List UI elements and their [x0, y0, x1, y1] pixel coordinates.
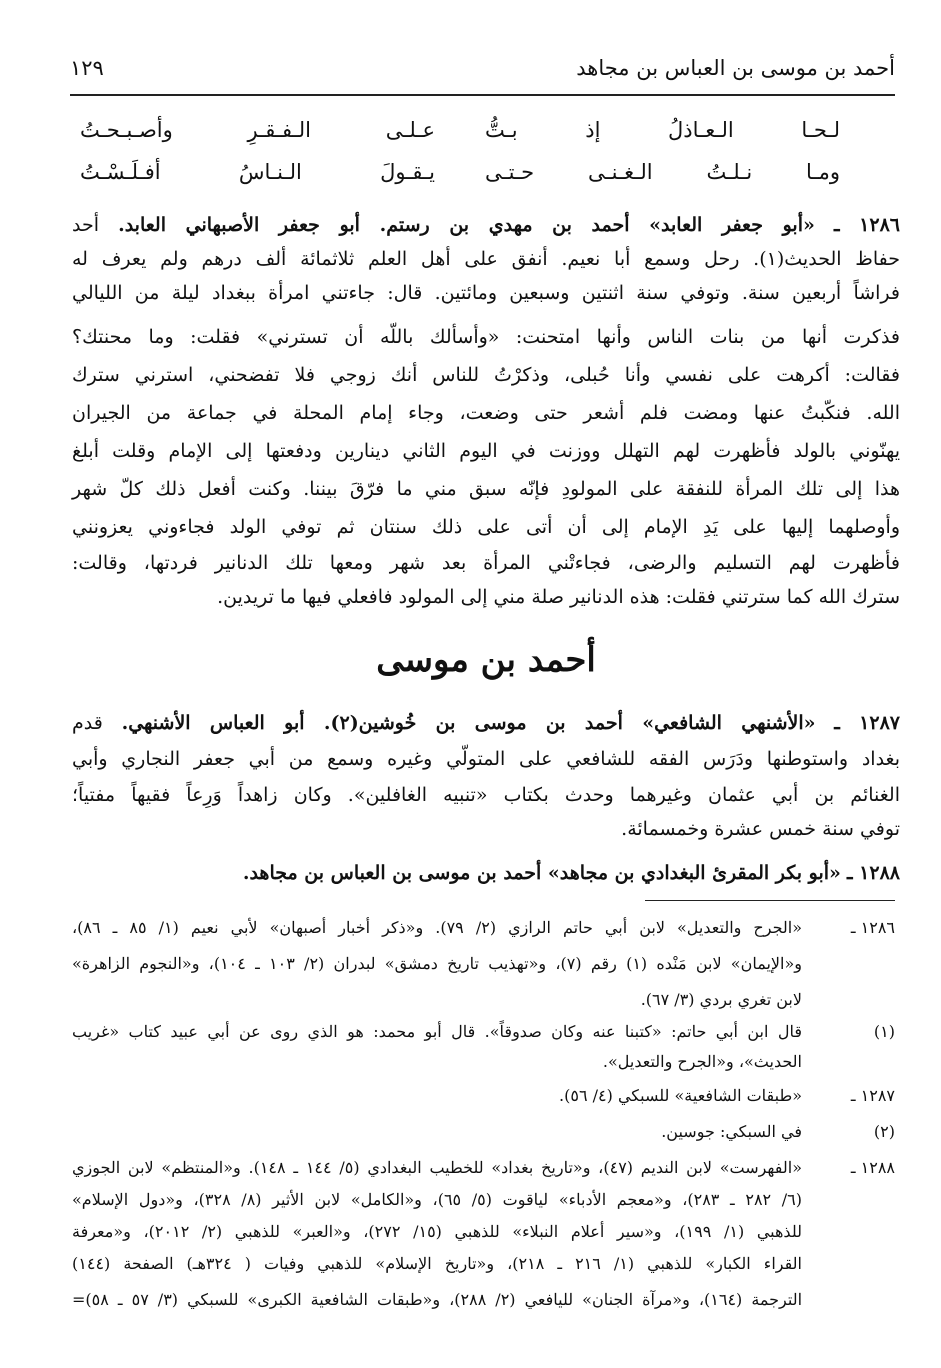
footnote-label: (١) — [873, 1022, 895, 1041]
entry-1286-heading — [72, 208, 900, 242]
entry-name: «أبو بكر المقرئ البغدادي بن مجاهد» أحمد بن موسى بن العباس بن مجاهد. — [242, 862, 841, 884]
text-line: الله. فنكّبتُ عنها ومضت فلم أشعر حتى وضعت، وجاء إمام المحلة في جماعة من الجيران — [72, 402, 900, 424]
footnote-line: القراء الكبار» للذهبي (١/ ٢١٦ ـ ٢١٨)، و«تاريخ الإسلام» للذهبي وفيات ( ٣٢٤هـ) الصفحة (١٤٤) — [72, 1254, 803, 1273]
footnote-line: «طبقات الشافعية» للسبكي (٤/ ٥٦). — [559, 1086, 802, 1105]
page-header — [70, 52, 895, 96]
text-line: سترك الله كما سترتني فقلت: هذه الدنانير صلة مني إلى المولود فافعلي فيها ما تريدين. — [217, 586, 900, 608]
section-heading: أحمد بن موسى — [376, 640, 596, 680]
text-line: حفاظ الحديث(١). رحل وسمع أبا نعيم. أنفق على أهل العلم ثلاثمائة ألف درهم ولم يعرف له — [72, 248, 901, 270]
verse-hemistich: لـحـا الـعـاذلُ إذ بـتُّ — [485, 118, 840, 142]
entry-1288-heading — [72, 856, 900, 890]
footnote-label: ١٢٨٦ ـ — [850, 918, 895, 937]
text-span: قدم — [72, 712, 103, 734]
footnote-label: (٢) — [873, 1122, 895, 1141]
text-line: الغنائم بن أبي عثمان وغيرهما وحدث بكتاب «تنبيه الغافلين». وكان زاهداً وَرِعاً فقيهاً مفتياً؛ — [72, 784, 900, 806]
footnote-line: لابن تغري بردي (٣/ ٦٧). — [640, 990, 802, 1009]
text-line: هذا إلى تلك المرأة للنفقة على المولودِ فإنّه سبق مني ما فرّقَ بيننا. وكنت أفعل ذلك كلّ شهر — [72, 478, 900, 500]
footnote-line: في السبكي: جوسين. — [661, 1122, 802, 1141]
footnote-line: للذهبي (١/ ١٩٩)، و«سير أعلام النبلاء» للذهبي (١٥/ ٢٧٢)، و«العبر» للذهبي (٢/ ٢٠١٢)، و«معرفة — [72, 1222, 802, 1241]
footnote-label: ١٢٨٨ ـ — [850, 1158, 895, 1177]
entry-number: ١٢٨٨ ـ — [846, 862, 900, 884]
text-line: فأظهرت لهم التسليم والرضى، فجاءتْني المرأة بعد شهر ومعها تلك الدنانير فردتها، وقالت: — [72, 552, 900, 574]
text-line: فذكرت أنها من بنات الناس وأنها امتحنت: «وأسألك باللّه أن تسترني» فقلت: وما محنتك؟ — [72, 326, 900, 348]
poem-verse — [80, 118, 840, 158]
footnote-separator — [645, 900, 895, 901]
page-number: ١٢٩ — [70, 56, 104, 80]
footnote-line: الحديث»، و«الجرح والتعديل». — [602, 1052, 802, 1071]
verse-hemistich: ومـا نـلـتُ الـغـنـى حـتـى — [485, 160, 840, 184]
text-span: أحد — [72, 214, 99, 236]
text-line: يهنّوني بالولد فأظهرت لهم التهلل ووزنت في اليوم الثاني دينارين ودفعتها إلى الإمام وقلت أبلغ — [72, 440, 900, 462]
footnote-line: (٦/ ٢٨٢ ـ ٢٨٣)، و«معجم الأدباء» لياقوت (٥/ ٦٥)، و«الكامل» لابن الأثير (٨/ ٣٢٨)، و«دول الإسلام» — [72, 1190, 802, 1209]
footnote-line: «الجرح والتعديل» لابن أبي حاتم الرازي (٢/ ٧٩). و«ذكر أخبار أصبهان» لأبي نعيم (١/ ٨٥ ـ ٨٦)، — [72, 918, 803, 937]
poem-verse — [80, 160, 840, 200]
footnote-line: قال ابن أبي حاتم: «كتبنا عنه وكان صدوقاً». قال أبو محمد: هو الذي روى عن أبي عبيد كتاب «غريب — [72, 1022, 802, 1041]
text-line: فقالت: أكرهت على نفسي وأنا حُبلى، وذكرْتُ للناس أنك زوجي فلا تفضحني، استرني سترك — [72, 364, 901, 386]
verse-hemistich: يـقـولَ الـنـاسُ أفـلَـسْـتُ — [80, 160, 435, 184]
entry-name: «أبو جعفر العابد» أحمد بن مهدي بن رستم. أبو جعفر الأصبهاني العابد. — [118, 214, 815, 236]
footnote-line: و«الإيمان» لابن مَنْده (١) رقم (٧)، و«تهذيب تاريخ دمشق» لبدران (٢/ ١٠٣ ـ ١٠٤)، و«النجوم الزاهرة» — [72, 954, 803, 973]
text-line: توفي سنة خمس عشرة وخمسمائة. — [621, 818, 900, 840]
entry-1287-heading — [72, 706, 900, 740]
footnote-label: ١٢٨٧ ـ — [850, 1086, 895, 1105]
text-line: بغداد واستوطنها ودَرَس الفقه للشافعي على المتولّي وغيره وسمع من أبي جعفر النجاري وأبي — [72, 748, 900, 770]
text-line: وأوصلهما إليها على يَدِ الإمام إلى أن أتى على ذلك سنتان ثم توفي الولد فجاءوني يعزونني — [72, 516, 900, 538]
verse-hemistich: عـلـى الـفـقـرِ وأصـبـحـتُ — [80, 118, 435, 142]
running-title: أحمد بن موسى بن العباس بن مجاهد — [576, 56, 895, 80]
footnote-line: الترجمة (١٦٤)، و«مرآة الجنان» لليافعي (٢/ ٢٨٨)، و«طبقات الشافعية الكبرى» للسبكي (٣/ ٥٧ ـ ٥٨)= — [72, 1290, 803, 1309]
footnote-line: «الفهرست» لابن النديم (٤٧)، و«تاريخ بغداد» للخطيب البغدادي (٥/ ١٤٤ ـ ١٤٨). و«المنتظم» لابن الجوزي — [72, 1158, 803, 1177]
entry-name: «الأشنهي الشافعي» أحمد بن موسى بن خُوشين(٢). أبو العباس الأشنهي. — [121, 712, 816, 734]
text-line: فراشاً أربعين سنة. وتوفي سنة اثنتين وسبعين ومائتين. قال: جاءتني امرأة ببغداد ليلة من الليالي — [72, 282, 900, 304]
entry-number: ١٢٨٧ ـ — [834, 712, 900, 734]
entry-number: ١٢٨٦ ـ — [833, 214, 900, 236]
